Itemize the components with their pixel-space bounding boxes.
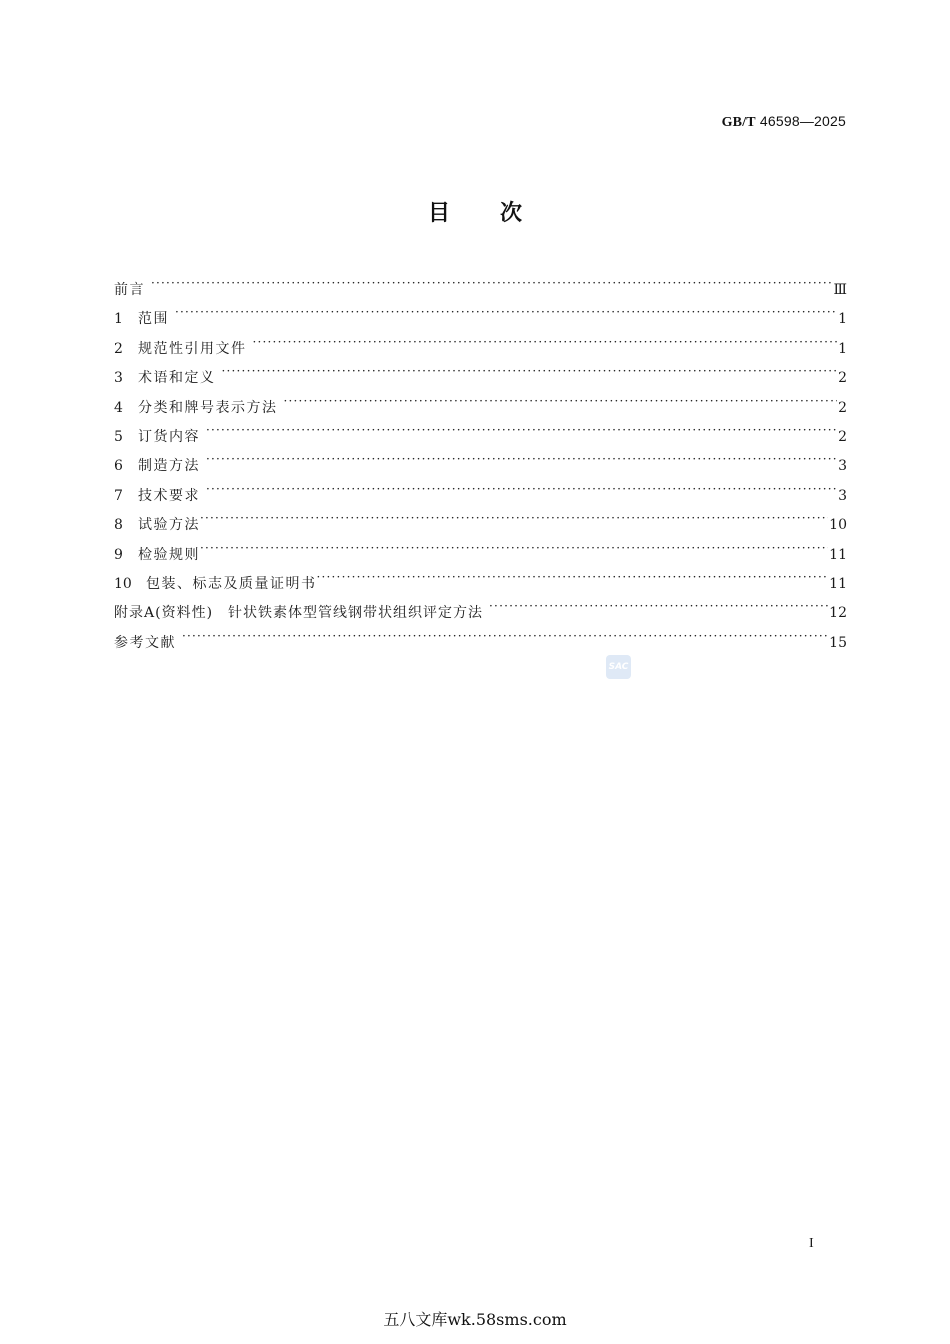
toc-label: 前言 [114,282,145,298]
toc-entry-annex-a[interactable] [114,595,847,624]
toc-section-number: 8 [114,517,123,534]
toc-leader-dots [151,272,832,294]
toc-label: 检验规则 [138,546,200,563]
toc-leader-dots [206,478,837,500]
toc-entry-5[interactable] [114,419,847,448]
toc-entry-bibliography[interactable] [114,625,847,654]
toc-label: 附录A(资料性) 针状铁素体型管线钢带状组织评定方法 [114,605,484,622]
standard-code [722,113,846,131]
footer-watermark-text: 五八文库wk.58sms.com [383,1310,567,1329]
toc-section-number: 6 [114,458,123,475]
toc-label: 技术要求 [138,487,200,504]
toc-page-number: 12 [829,605,847,622]
standard-number: 46598—2025 [759,113,846,129]
toc-entry-preface[interactable] [114,272,847,301]
toc-page-number: 1 [838,340,847,357]
toc-leader-dots [317,566,829,588]
toc-page-number: 1 [838,311,847,328]
toc-section-number: 9 [114,546,123,563]
toc-page-number: 2 [838,428,847,445]
toc-entry-3[interactable] [114,360,847,389]
toc-leader-dots [284,390,838,412]
toc-page-number: 3 [838,458,847,475]
sac-watermark-logo: SAC [606,655,631,679]
toc-label: 术语和定义 [138,370,216,387]
toc-entry-7[interactable] [114,478,847,507]
toc-entry-2[interactable] [114,331,847,360]
toc-page-number: 2 [838,370,847,387]
toc-entry-8[interactable] [114,507,847,536]
toc-leader-dots [206,448,837,470]
toc-leader-dots [222,360,838,382]
toc-leader-dots [175,301,837,323]
toc-section-number: 7 [114,487,123,504]
toc-entry-1[interactable] [114,301,847,330]
standard-prefix: GB/T [721,115,756,130]
toc-section-number: 5 [114,428,123,445]
toc-page-number: 11 [829,546,847,563]
toc-entry-4[interactable] [114,390,847,419]
toc-page-number: Ⅲ [833,282,847,298]
page-title: 目次 [427,201,572,226]
toc-leader-dots [182,625,828,647]
toc-leader-dots [206,419,837,441]
toc-section-number: 3 [114,370,123,387]
toc-page-number: 10 [829,517,847,534]
toc-label: 包装、标志及质量证明书 [146,575,317,592]
toc-page-number: 11 [829,575,847,592]
toc-entry-6[interactable] [114,448,847,477]
toc-leader-dots [253,331,838,353]
toc-section-number: 2 [114,340,123,357]
toc-page-number: 15 [829,634,847,651]
toc-label: 制造方法 [138,458,200,475]
toc-label: 规范性引用文件 [138,340,247,357]
toc-entry-10[interactable] [114,566,847,595]
toc-section-number: 4 [114,399,123,416]
toc-leader-dots [200,537,828,559]
toc-label: 参考文献 [114,634,176,651]
toc-label: 范围 [138,311,169,328]
toc-entry-9[interactable] [114,537,847,566]
toc-label: 试验方法 [138,517,200,534]
toc-label: 订货内容 [138,428,200,445]
page-number: I [809,1236,814,1251]
toc-section-number: 1 [114,311,123,328]
toc-section-number: 10 [114,575,132,592]
toc-page-number: 2 [838,399,847,416]
toc-leader-dots [200,507,828,529]
toc-label: 分类和牌号表示方法 [138,399,278,416]
toc-page-number: 3 [838,487,847,504]
toc-leader-dots [489,595,828,617]
table-of-contents [114,272,847,654]
